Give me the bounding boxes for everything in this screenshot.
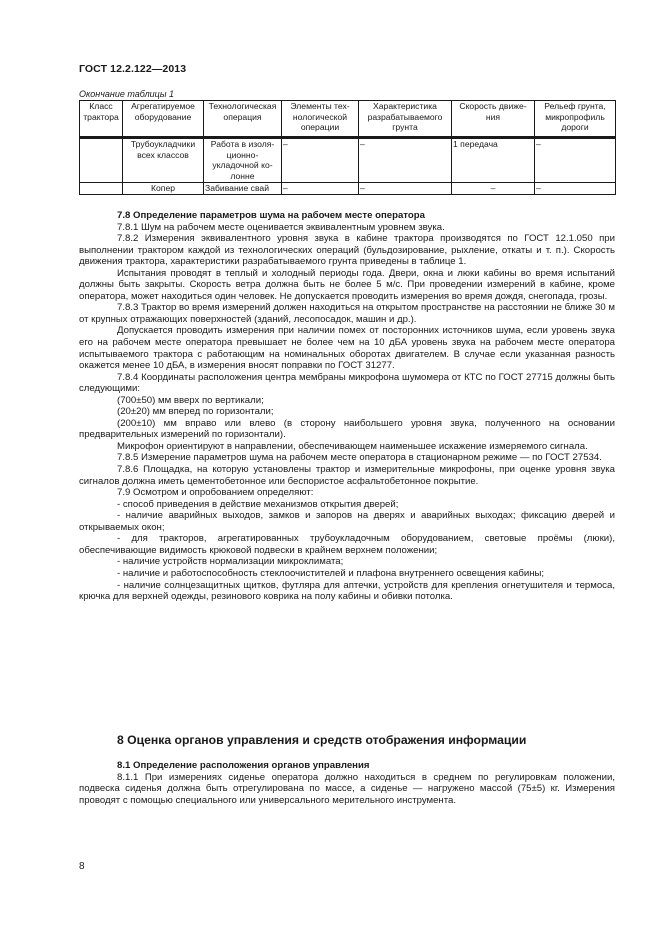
paragraph: 8.1.1 При измерениях сиденье оператора должно находиться в среднем по регулировкам положении, подвеска сиденья должна быть отрегулирована по массе, а сиденье — нагружено массой (75±5) кг. Измерения проводят с помощью специального или универсального мерительного инструмента. (79, 771, 615, 806)
table-cell: – (535, 138, 616, 183)
table-cell: – (535, 183, 616, 195)
col-header-relief: Рельеф грунта, микропрофиль дороги (535, 101, 616, 138)
table-1 (79, 100, 616, 195)
list-item: - наличие солнцезащитных щитков, футляра для аптечки, устройств для крепления огнетушителя и термоса, крючка для верхней одежды, резинового коврика на полу кабины и обивки потолка. (79, 579, 615, 603)
table-cell (80, 138, 123, 183)
section-8-heading: 8 Оценка органов управления и средств отображения информации (117, 733, 527, 747)
paragraph: 7.8.3 Трактор во время измерений должен находиться на открытом пространстве на расстоянии не ближе 30 м от крупных отражающих поверхностей (зданий, лесопосадок, машин и др.). (79, 302, 615, 325)
table-cell: Трубоукладчики всех классов (123, 138, 204, 183)
paragraph: Микрофон ориентируют в направлении, обеспечивающем наименьшее искажение измеряемого сигнала. (117, 440, 588, 452)
table-cell: – (282, 183, 359, 195)
table-cell (80, 183, 123, 195)
col-header-soil: Характеристика разрабатываемого грунта (359, 101, 452, 138)
paragraph: 7.8.4 Координаты расположения центра мембраны микрофона шумомера от КТС по ГОСТ 27715 должны быть следующими: (79, 371, 615, 395)
paragraph: Допускается проводить измерения при наличии помех от посторонних источников шума, если уровень звука его на рабочем месте оператора превышает не более чем на 10 дБА уровень звука на рабочем месте оператора испытываемого трактора с работающим на номинальных оборотах двигателем. В случае если указанная разность окажется менее 10 дБА, в измерения вносят поправки по ГОСТ 31277. (79, 325, 615, 372)
col-header-equipment: Агрегатируемое оборудование (123, 101, 204, 138)
table-row (80, 183, 616, 195)
section-heading: 7.8 Определение параметров шума на рабочем месте оператора (117, 210, 425, 221)
page-number: 8 (79, 861, 85, 872)
document-id-header: ГОСТ 12.2.122—2013 (79, 63, 187, 75)
table-cell: Копер (123, 183, 204, 195)
col-header-operation: Технологическая операция (204, 101, 282, 138)
table-cell: – (359, 183, 452, 195)
section-8-1 (79, 760, 615, 806)
paragraph: (200±10) мм вправо или влево (в сторону наибольшего уровня звука, полученного на основании предварительных измерений по горизонтали). (79, 417, 615, 441)
list-item: - наличие аварийных выходов, замков и запоров на дверях и аварийных выходах; фиксацию дверей и открываемых окон; (79, 510, 615, 533)
col-header-speed: Скорость движе-ния (452, 101, 535, 138)
table-cell: Работа в изоля-ционно-укладочной ко-лонне (204, 138, 282, 183)
table-caption: Окончание таблицы 1 (79, 89, 174, 99)
paragraph: (20±20) мм вперед по горизонтали; (117, 406, 274, 418)
paragraph: 7.8.2 Измерения эквивалентного уровня звука в кабине трактора производятся по ГОСТ 12.1.050 при выполнении трактором каждой из технологических операций (бульдозирование, рыхление, откаты и т. п.). Скорость движения трактора, характеристики разрабатываемого грунта приведены в таблице 1. (79, 233, 615, 268)
table-cell: – (452, 183, 535, 195)
list-item: - для тракторов, агрегатированных трубоукладочным оборудованием, световые проёмы (люки), обеспечивающие видимость крюковой подвески в крайнем верхнем положении; (79, 533, 615, 556)
paragraph: 7.8.5 Измерение параметров шума на рабочем месте оператора в стационарном режиме — по ГОСТ 27534. (117, 452, 602, 464)
subsection-heading: 8.1 Определение расположения органов управления (117, 760, 370, 771)
table-header-row (80, 101, 616, 138)
list-item: - способ приведения в действие механизмов открытия дверей; (117, 498, 399, 510)
paragraph: 7.9 Осмотром и опробованием определяют: (117, 487, 314, 499)
col-header-operation-elements: Элементы тех-нологической операции (282, 101, 359, 138)
table-cell: Забивание свай (204, 183, 282, 195)
paragraph: 7.8.6 Площадка, на которую установлены трактор и измерительные микрофоны, при оценке уровня звука сигналов должна иметь цементобетонное или беспористое асфальтобетонное покрытие. (79, 464, 615, 487)
paragraph: Испытания проводят в теплый и холодный периоды года. Двери, окна и люки кабины во время испытаний должны быть закрыты. Скорость ветра должна быть не более 5 м/с. При проведении измерений в кабине, кроме оператора, может находиться один человек. Не допускается проводить измерения во время дождя, снегопада, грозы. (79, 267, 615, 302)
table-cell: 1 передача (452, 138, 535, 183)
table-cell: – (359, 138, 452, 183)
list-item: - наличие и работоспособность стеклоочистителей и плафона внутреннего освещения кабины; (117, 567, 545, 579)
paragraph: (700±50) мм вверх по вертикали; (117, 394, 264, 406)
table-cell: – (282, 138, 359, 183)
table-row (80, 138, 616, 183)
list-item: - наличие устройств нормализации микроклимата; (117, 556, 344, 568)
section-7-8 (79, 210, 615, 603)
paragraph: 7.8.1 Шум на рабочем месте оценивается эквивалентным уровнем звука. (117, 221, 445, 233)
col-header-tractor-class: Класс трактора (80, 101, 123, 138)
